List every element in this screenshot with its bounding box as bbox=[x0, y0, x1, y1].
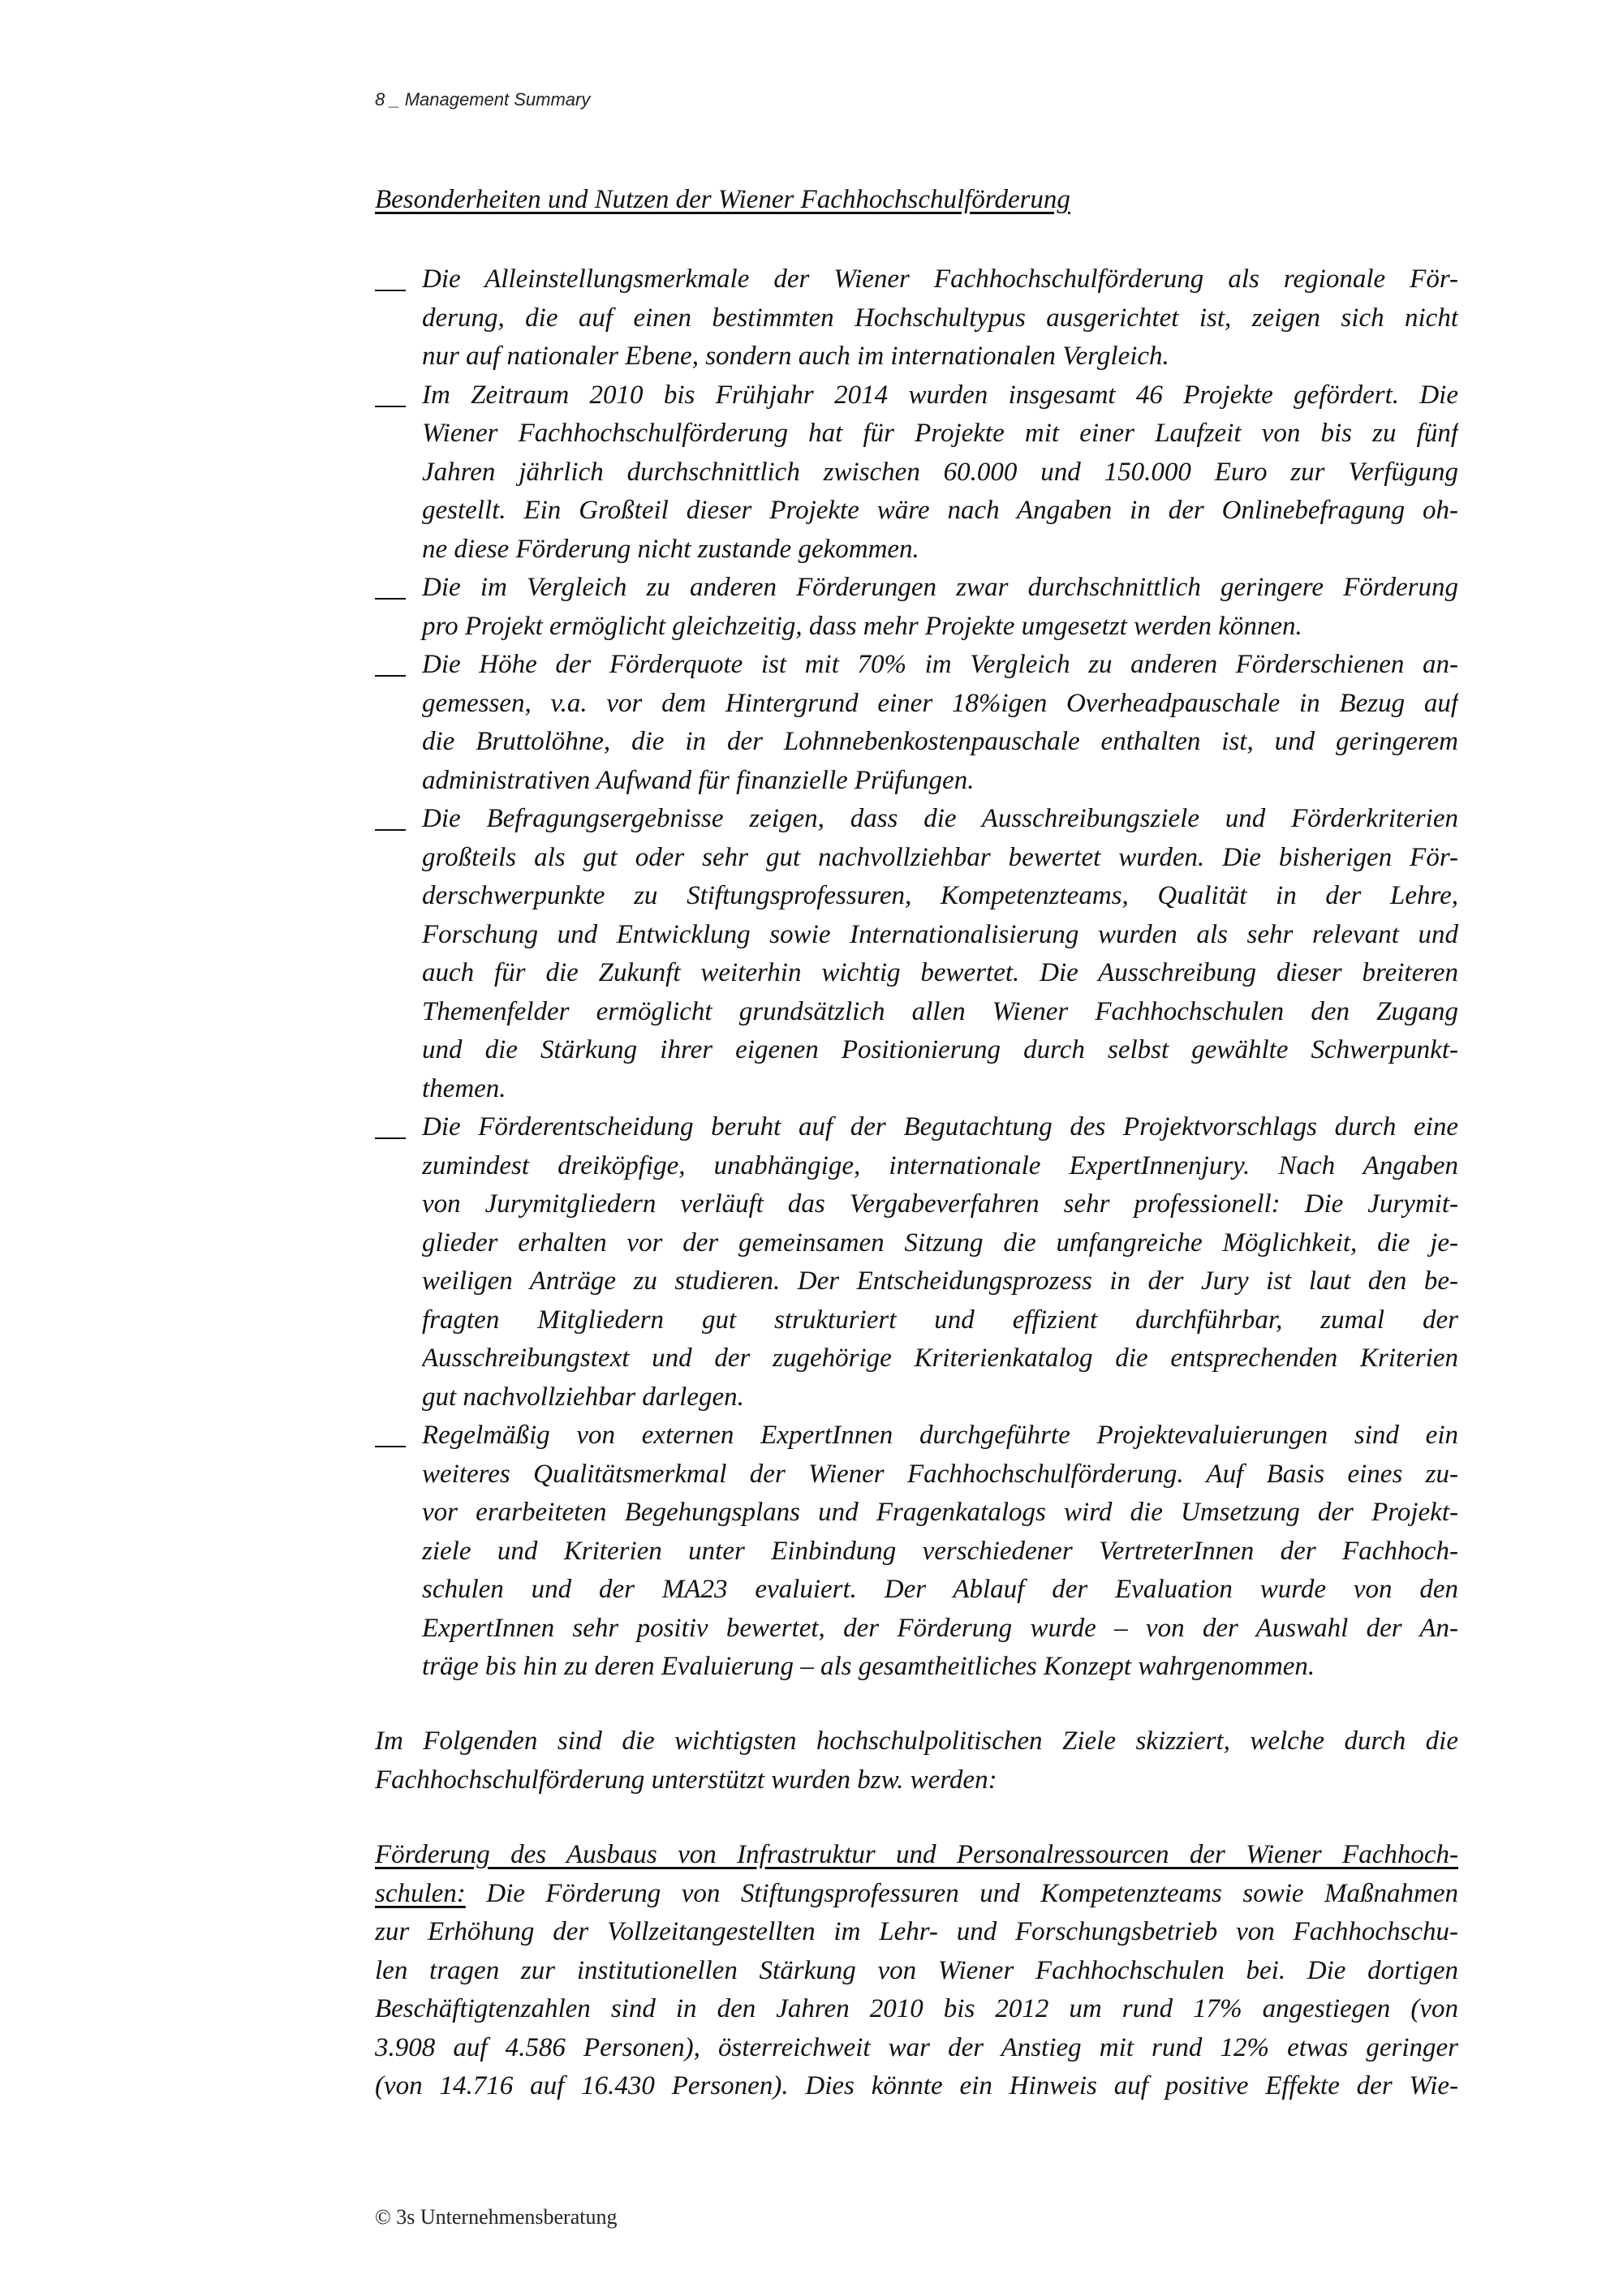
text-line: ExpertInnen sehr positiv bewertet, der Förderung wurde – von der Auswahl der An- bbox=[422, 1613, 1458, 1643]
bullet-item bbox=[375, 1108, 1458, 1417]
text-line: Die Höhe der Förderquote ist mit 70% im Vergleich zu anderen Förderschienen an- bbox=[422, 650, 1458, 679]
intro-paragraph bbox=[375, 1722, 1458, 1799]
goal-line-rest: Die Förderung von Stiftungsprofessuren und Kompetenzteams sowie Maßnahmen bbox=[465, 1878, 1458, 1908]
text-line: Forschung und Entwicklung sowie Internationalisierung wurden als sehr relevant und bbox=[422, 919, 1458, 949]
bullet-dash-icon bbox=[375, 829, 406, 831]
text-line: gestellt. Ein Großteil dieser Projekte wäre nach Angaben in der Onlinebefragung oh- bbox=[422, 496, 1458, 525]
goal-heading-line bbox=[375, 1836, 1458, 1875]
bullet-item bbox=[375, 260, 1458, 376]
text-line: weiligen Anträge zu studieren. Der Entscheidungsprozess in der Jury ist laut den be- bbox=[422, 1266, 1458, 1296]
text-line: zumindest dreiköpfige, unabhängige, internationale ExpertInnenjury. Nach Angaben bbox=[422, 1150, 1458, 1180]
text-line: ne diese Förderung nicht zustande gekommen. bbox=[422, 534, 919, 564]
bullet-dash-icon bbox=[375, 406, 406, 407]
bullet-item bbox=[375, 1417, 1458, 1687]
bullet-item bbox=[375, 646, 1458, 800]
text-line: Die im Vergleich zu anderen Förderungen zwar durchschnittlich geringere Förderung bbox=[422, 573, 1458, 602]
bullet-dash-icon bbox=[375, 675, 406, 677]
bullet-dash-icon bbox=[375, 290, 406, 291]
bullet-dash-icon bbox=[375, 1446, 406, 1447]
bullet-item bbox=[375, 800, 1458, 1108]
text-line: und die Stärkung ihrer eigenen Positionierung durch selbst gewählte Schwerpunkt- bbox=[422, 1035, 1458, 1064]
text-line: derung, die auf einen bestimmten Hochschultypus ausgerichtet ist, zeigen sich nicht bbox=[422, 303, 1458, 333]
text-line: ziele und Kriterien unter Einbindung verschiedener VertreterInnen der Fachhoch- bbox=[422, 1536, 1458, 1566]
bullet-item bbox=[375, 376, 1458, 570]
text-line: Themenfelder ermöglicht grundsätzlich allen Wiener Fachhochschulen den Zugang bbox=[422, 996, 1458, 1026]
text-line: gut nachvollziehbar darlegen. bbox=[422, 1382, 744, 1412]
text-line: großteils als gut oder sehr gut nachvollziehbar bewertet wurden. Die bisherigen För- bbox=[422, 842, 1458, 872]
text-line: die Bruttolöhne, die in der Lohnnebenkostenpauschale enthalten ist, und geringerem bbox=[422, 727, 1458, 756]
text-line: schulen und der MA23 evaluiert. Der Ablauf der Evaluation wurde von den bbox=[422, 1575, 1458, 1604]
footer-copyright: © 3s Unternehmensberatung bbox=[375, 2205, 618, 2229]
text-line: nur auf nationaler Ebene, sondern auch im internationalen Vergleich. bbox=[422, 342, 1169, 371]
goal-line bbox=[375, 1875, 1458, 1914]
section-heading: Besonderheiten und Nutzen der Wiener Fachhochschulförderung bbox=[375, 185, 1070, 214]
text-line: zur Erhöhung der Vollzeitangestellten im Lehr- und Forschungsbetrieb von Fachhochschu- bbox=[375, 1917, 1458, 1946]
text-line: Die Alleinstellungsmerkmale der Wiener Fachhochschulförderung als regionale För- bbox=[422, 264, 1458, 294]
text-line: auch für die Zukunft weiterhin wichtig bewertet. Die Ausschreibung dieser breiteren bbox=[422, 958, 1458, 987]
text-line: Die Förderentscheidung beruht auf der Begutachtung des Projektvorschlags durch eine bbox=[422, 1112, 1458, 1142]
text-line: weiteres Qualitätsmerkmal der Wiener Fachhochschulförderung. Auf Basis eines zu- bbox=[422, 1459, 1458, 1489]
text-line: len tragen zur institutionellen Stärkung von Wiener Fachhochschulen bei. Die dortigen bbox=[375, 1955, 1458, 1985]
text-line: von Jurymitgliedern verläuft das Vergabeverfahren sehr professionell: Die Jurymit- bbox=[422, 1189, 1458, 1219]
goal-paragraph bbox=[375, 1836, 1458, 2106]
goal-heading-part1: Förderung des Ausbaus von Infrastruktur und Personalressourcen der Wiener Fachhoch- bbox=[375, 1840, 1458, 1869]
bullet-dash-icon bbox=[375, 598, 406, 600]
bullet-list bbox=[375, 260, 1458, 1687]
text-line: Ausschreibungstext und der zugehörige Kriterienkatalog die entsprechenden Kriterien bbox=[422, 1344, 1458, 1373]
text-line: Beschäftigtenzahlen sind in den Jahren 2010 bis 2012 um rund 17% angestiegen (von bbox=[375, 1994, 1458, 2023]
text-line: Jahren jährlich durchschnittlich zwischen 60.000 und 150.000 Euro zur Verfügung bbox=[422, 457, 1458, 487]
text-line: derschwerpunkte zu Stiftungsprofessuren, Kompetenzteams, Qualität in der Lehre, bbox=[422, 881, 1458, 910]
text-line: (von 14.716 auf 16.430 Personen). Dies könnte ein Hinweis auf positive Effekte der Wie- bbox=[375, 2071, 1458, 2100]
text-line: administrativen Aufwand für finanzielle Prüfungen. bbox=[422, 765, 975, 795]
text-line: gemessen, v.a. vor dem Hintergrund einer 18%igen Overheadpauschale in Bezug auf bbox=[422, 688, 1458, 718]
bullet-dash-icon bbox=[375, 1137, 406, 1139]
text-line: Im Zeitraum 2010 bis Frühjahr 2014 wurden insgesamt 46 Projekte gefördert. Die bbox=[422, 380, 1458, 410]
bullet-item bbox=[375, 569, 1458, 646]
text-line: 3.908 auf 4.586 Personen), österreichweit war der Anstieg mit rund 12% etwas geringer bbox=[375, 2032, 1458, 2062]
running-header: 8 _ Management Summary bbox=[375, 89, 591, 110]
text-line: themen. bbox=[422, 1073, 506, 1103]
text-line: vor erarbeiteten Begehungsplans und Fragenkatalogs wird die Umsetzung der Projekt- bbox=[422, 1498, 1458, 1527]
text-line: Wiener Fachhochschulförderung hat für Projekte mit einer Laufzeit von bis zu fünf bbox=[422, 419, 1458, 448]
text-line: pro Projekt ermöglicht gleichzeitig, dass mehr Projekte umgesetzt werden können. bbox=[422, 611, 1302, 641]
text-line: Im Folgenden sind die wichtigsten hochschulpolitischen Ziele skizziert, welche durch die bbox=[375, 1726, 1458, 1756]
text-line: fragten Mitgliedern gut strukturiert und effizient durchführbar, zumal der bbox=[422, 1305, 1458, 1335]
text-line: Fachhochschulförderung unterstützt wurden bzw. werden: bbox=[375, 1765, 997, 1795]
text-line: Regelmäßig von externen ExpertInnen durchgeführte Projektevaluierungen sind ein bbox=[422, 1421, 1458, 1450]
goal-heading-part2: schulen: bbox=[375, 1878, 466, 1908]
text-line: glieder erhalten vor der gemeinsamen Sitzung die umfangreiche Möglichkeit, die je- bbox=[422, 1228, 1458, 1258]
text-line: träge bis hin zu deren Evaluierung – als gesamtheitliches Konzept wahrgenommen. bbox=[422, 1652, 1315, 1681]
text-line: Die Befragungsergebnisse zeigen, dass die Ausschreibungsziele und Förderkriterien bbox=[422, 804, 1458, 833]
